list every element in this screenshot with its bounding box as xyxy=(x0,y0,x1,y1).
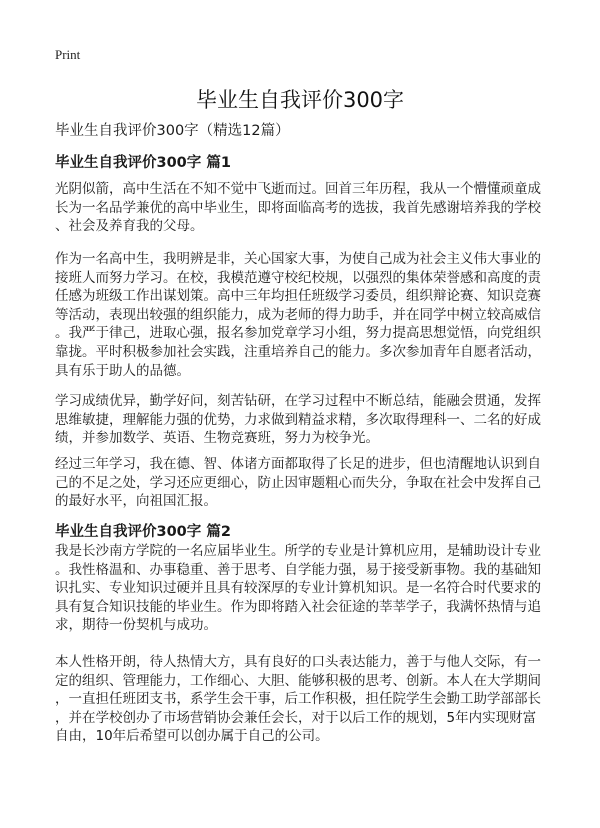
paragraph-line: 学习成绩优异，勤学好问，刻苦钻研，在学习过程中不断总结，能融会贯通，发挥 xyxy=(55,393,541,409)
section-heading: 毕业生自我评价300字 篇2 xyxy=(55,524,231,540)
paragraph-line: 光阴似箭，高中生活在不知不觉中飞逝而过。回首三年历程，我从一个懵懂顽童成 xyxy=(55,181,541,197)
paragraph-line: 定的组织、管理能力，工作细心、大胆、能够积极的思考、创新。本人在大学期间 xyxy=(55,672,541,689)
print-link[interactable]: Print xyxy=(55,47,81,62)
paragraph-line: 任感为班级工作出谋划策。高中三年均担任班级学习委员，组织辩论赛、知识竞赛 xyxy=(55,288,541,305)
paragraph-line: 经过三年学习，我在德、智、体诸方面都取得了长足的进步，但也清醒地认识到自 xyxy=(55,456,541,472)
paragraph-line: 我是长沙南方学院的一名应届毕业生。所学的专业是计算机应用，是辅助设计专业 xyxy=(55,543,541,559)
paragraph-line: 的最好水平，向祖国汇报。 xyxy=(55,493,217,510)
paragraph-line: 己的不足之处，学习还应更细心，防止因审题粗心而失分，争取在社会中发挥自己 xyxy=(55,474,541,491)
paragraph-line: 等活动，表现出较强的组织能力，成为老师的得力助手，并在同学中树立较高威信 xyxy=(55,306,541,323)
paragraph-line: 绩，并参加数学、英语、生物竞赛班，努力为校争光。 xyxy=(55,430,379,447)
paragraph-line: 识扎实、专业知识过硬并且具有较深厚的专业计算机知识。是一名符合时代要求的 xyxy=(55,580,541,597)
paragraph-line: 。我严于律己，进取心强，报名参加党章学习小组，努力提高思想觉悟，向党组织 xyxy=(55,325,541,342)
paragraph-line: 接班人而努力学习。在校，我模范遵守校纪校规，以强烈的集体荣誉感和高度的责 xyxy=(55,269,541,286)
paragraph xyxy=(55,542,545,635)
paragraph-line: 具有乐于助人的品德。 xyxy=(55,362,190,379)
paragraph-line: 思维敏捷，理解能力强的优势，力求做到精益求精，多次取得理科一、二名的好成 xyxy=(55,411,541,428)
paragraph xyxy=(55,180,545,236)
paragraph-line: 求，期待一份契机与成功。 xyxy=(55,617,217,634)
section-heading: 毕业生自我评价300字 篇1 xyxy=(55,155,231,171)
paragraph-line: 。我性格温和、办事稳重、善于思考、自学能力强，易于接受新事物。我的基础知 xyxy=(55,561,541,578)
paragraph-line: ，一直担任班团支书，系学生会干事，后工作积极，担任院学生会勤工助学部部长 xyxy=(55,691,541,708)
paragraph-line: 自由，10年后希望可以创办属于自己的公司。 xyxy=(55,728,329,745)
paragraph xyxy=(55,392,545,448)
page-title: 毕业生自我评价300字 xyxy=(195,88,405,112)
paragraph xyxy=(55,653,545,746)
paragraph-line: 、社会及养育我的父母。 xyxy=(55,218,204,235)
paragraph-line: ，并在学校创办了市场营销协会兼任会长，对于以后工作的规划，5年内实现财富 xyxy=(55,709,537,726)
paragraph-line: 靠拢。平时积极参加社会实践，注重培养自己的能力。多次参加青年自愿者活动， xyxy=(55,343,541,360)
paragraph xyxy=(55,455,545,511)
paragraph-line: 作为一名高中生，我明辨是非，关心国家大事，为使自己成为社会主义伟大事业的 xyxy=(55,251,541,267)
document-subtitle: 毕业生自我评价300字（精选12篇） xyxy=(55,123,290,139)
paragraph xyxy=(55,250,545,380)
paragraph-line: 长为一名品学兼优的高中毕业生，即将面临高考的选拔，我首先感谢培养我的学校 xyxy=(55,199,541,216)
paragraph-line: 本人性格开朗，待人热情大方，具有良好的口头表达能力，善于与他人交际，有一 xyxy=(55,654,541,670)
paragraph-line: 具有复合知识技能的毕业生。作为即将踏入社会征途的莘莘学子，我满怀热情与追 xyxy=(55,598,541,615)
